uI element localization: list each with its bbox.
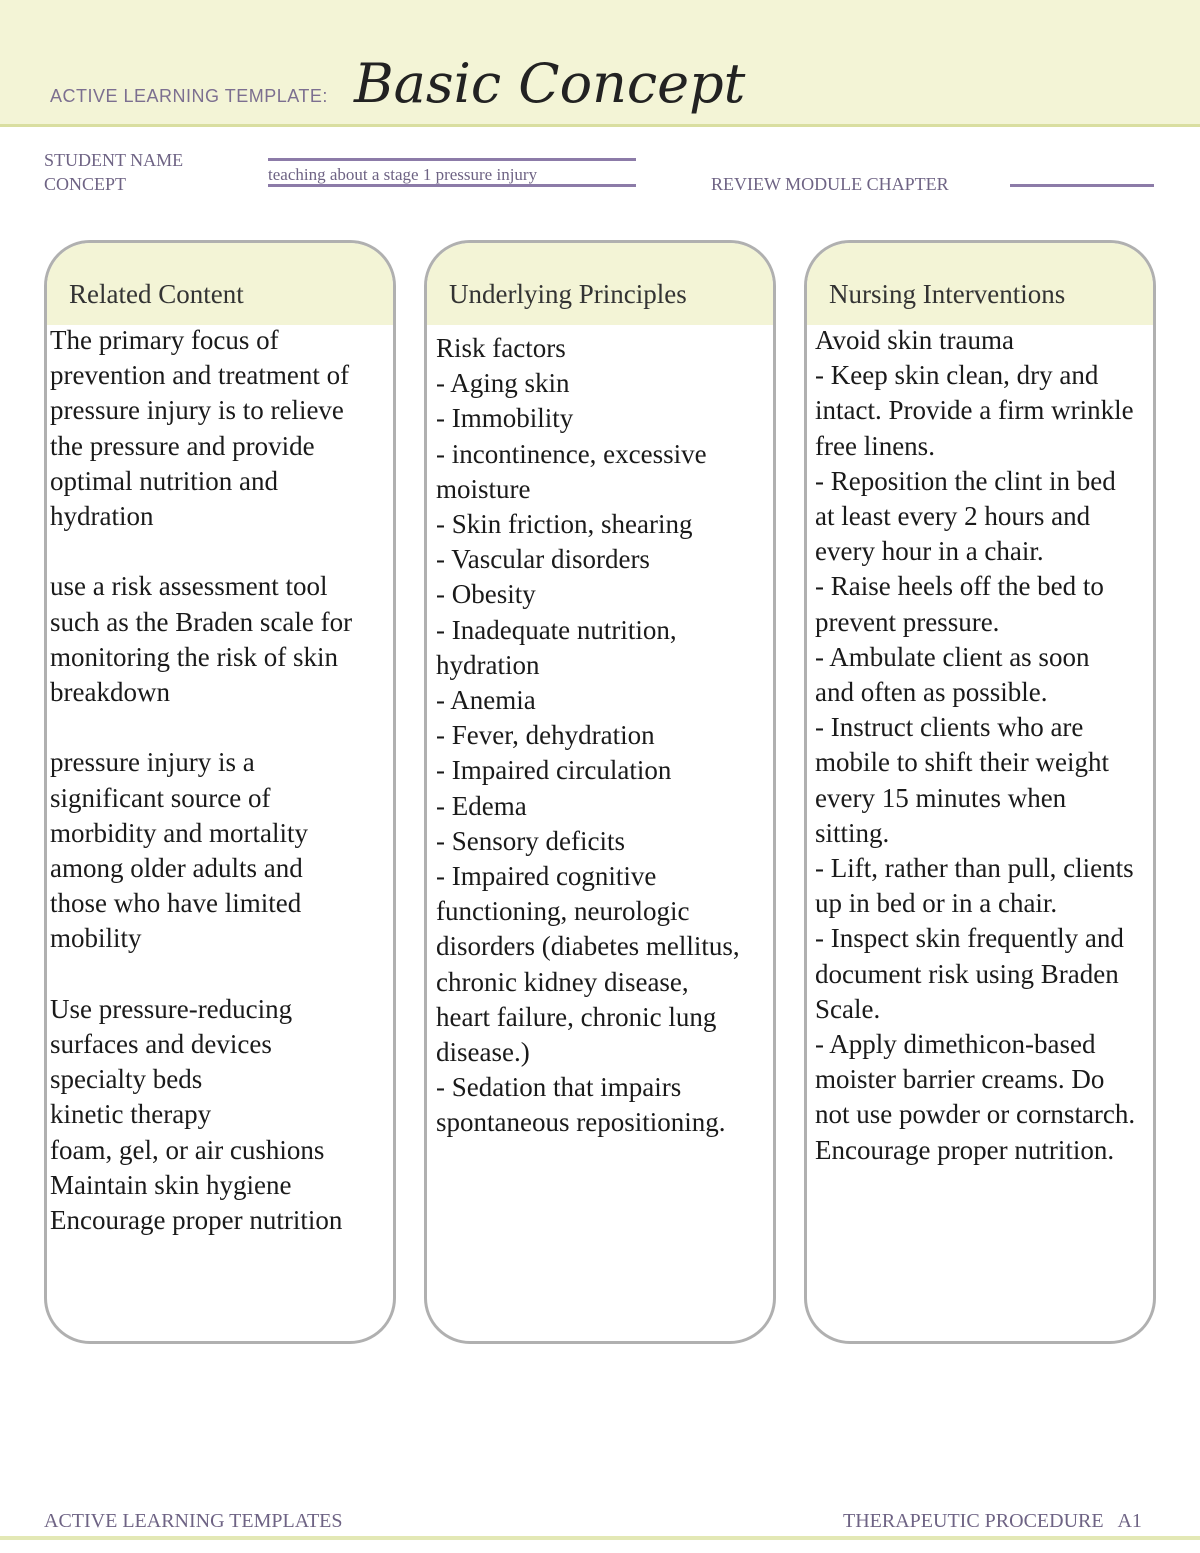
nursing-interventions-header (807, 243, 1153, 325)
nursing-interventions-heading: Nursing Interventions (829, 279, 1066, 309)
related-content-card (44, 240, 396, 1344)
related-content-header (47, 243, 393, 325)
underlying-principles-heading: Underlying Principles (449, 279, 687, 309)
footer-right: THERAPEUTIC PROCEDURE A1 (843, 1510, 1142, 1532)
related-content-text: The primary focus of prevention and treatment of pressure injury is to relieve the pressure and provide optimal nutrition and hydration use a risk assessment tool such as the Braden scale for monitoring the risk of skin breakdown pressure injury is a significant source of morbidity and mortality among older adults and those who have limited mobility Use pressure-reducing surfaces and devices specialty beds kinetic therapy foam, gel, or air cushions Maintain skin hygiene Encourage proper nutrition (50, 325, 353, 1236)
student-name-field[interactable] (268, 158, 636, 161)
review-module-label: REVIEW MODULE CHAPTER (711, 174, 949, 194)
header-banner (0, 0, 1200, 127)
nursing-interventions-text: Avoid skin trauma - Keep skin clean, dry and intact. Provide a firm wrinkle free linens. - Reposition the clint in bed at least every 2 hours and every hour in a chair. - Raise heels off the bed to prevent pressure. - Ambulate client as soon and often as possible. - Instruct clients who are mobile to shift their weight every 15 minutes when sitting. - Lift, rather than pull, clients up in bed or in a chair. - Inspect skin frequently and document risk using Braden Scale. - Apply dimethicon-based moister barrier creams. Do not use powder or cornstarch. Encourage proper nutrition. (815, 325, 1136, 1165)
underlying-principles-card (424, 240, 776, 1344)
template-label: ACTIVE LEARNING TEMPLATE: (50, 86, 328, 106)
footer-left: ACTIVE LEARNING TEMPLATES (44, 1510, 343, 1532)
concept-field[interactable] (268, 184, 636, 187)
footer-divider (0, 1536, 1200, 1540)
concept-label: CONCEPT (44, 174, 127, 194)
nursing-interventions-card (804, 240, 1156, 1344)
review-module-field[interactable] (1010, 184, 1154, 187)
underlying-principles-header (427, 243, 773, 325)
underlying-principles-text: Risk factors - Aging skin - Immobility - incontinence, excessive moisture - Skin friction, shearing - Vascular disorders - Obesity - Inadequate nutrition, hydration - Anemia - Fever, dehydration - Impaired circulation - Edema - Sensory deficits - Impaired cognitive functioning, neurologic disorders (diabetes mellitus, chronic kidney disease, heart failure, chronic lung disease.) - Sedation that impairs spontaneous repositioning. (436, 333, 740, 1138)
student-name-label: STUDENT NAME (44, 150, 184, 170)
page-title: Basic Concept (354, 52, 746, 115)
concept-value: teaching about a stage 1 pressure injury (268, 165, 538, 184)
related-content-heading: Related Content (69, 279, 244, 309)
